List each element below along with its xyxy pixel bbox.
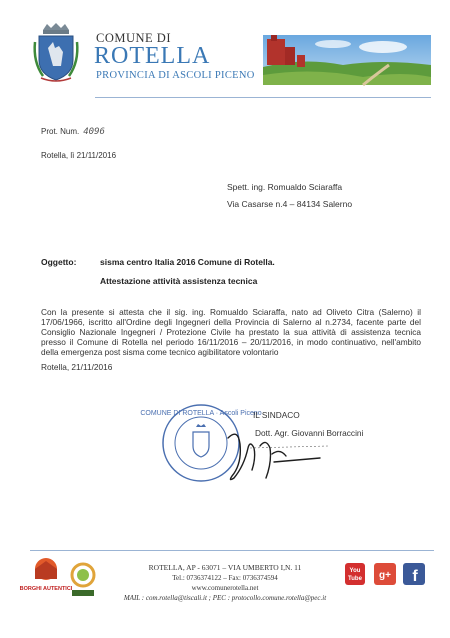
youtube-icon[interactable]	[345, 563, 365, 585]
svg-text:You: You	[349, 568, 361, 574]
svg-text:f: f	[412, 568, 418, 585]
recipient-name: Spett. ing. Romualdo Sciaraffa	[227, 182, 343, 192]
header-divider	[95, 97, 431, 98]
protocol-line	[41, 127, 105, 137]
protocol-number: 4096	[83, 127, 105, 137]
facebook-icon[interactable]	[403, 563, 425, 585]
recipient-address: Via Casarse n.4 – 84134 Salerno	[227, 199, 353, 209]
landscape-banner-image	[263, 35, 431, 85]
borghi-logo-text: BORGHI AUTENTICI	[19, 586, 73, 592]
provincia-label: PROVINCIA DI ASCOLI PICENO	[96, 70, 255, 81]
subject-line-2: Attestazione attività assistenza tecnica	[100, 276, 258, 286]
comune-di-label: COMUNE DI	[96, 31, 171, 45]
letter-date: Rotella, lì 21/11/2016	[41, 151, 117, 160]
sindaco-name: Dott. Agr. Giovanni Borraccini	[255, 428, 364, 438]
google-plus-icon[interactable]	[374, 563, 396, 585]
handwritten-signature	[210, 418, 330, 488]
footer-address: ROTELLA, AP - 63071 – VIA UMBERTO I,N. 11	[148, 563, 302, 572]
protocol-label: Prot. Num.	[41, 127, 80, 136]
footer-mail[interactable]: MAIL : com.rotella@tiscali.it ; PEC : protocollo.comune.rotella@pec.it	[123, 594, 327, 602]
footer-phones: Tel.: 0736374122 – Fax: 0736374594	[172, 574, 278, 582]
town-crest-icon	[33, 22, 79, 84]
svg-text:g+: g+	[379, 570, 391, 581]
subject-line-1: sisma centro Italia 2016 Comune di Rotella.	[100, 257, 275, 267]
town-name: ROTELLA	[94, 43, 211, 69]
footer-divider	[30, 550, 434, 551]
svg-text:Tube: Tube	[348, 576, 362, 582]
place-date: Rotella, 21/11/2016	[41, 362, 113, 372]
stamp-text: COMUNE DI ROTELLA · Ascoli Piceno	[140, 410, 262, 417]
sindaco-title: IL SINDACO	[253, 410, 300, 420]
letter-body: Con la presente si attesta che il sig. ing. Romualdo Sciaraffa, nato ad Oliveto Citra (Salerno) il 17/06/1966, iscritto all'Ordine degli Ingegneri della Provincia di Salerno al n.2734, facente parte del Consiglio Nazionale Ingegneri / Protezione Civile ha prestato la sua attività di assistenza tecnica presso il Comune di Rotella nel periodo 16/11/2016 – 20/11/2016, in modo continuativo, nell'ambito della emergenza post sisma come tecnico agibilitatore volontario	[41, 307, 421, 357]
subject-label: Oggetto:	[41, 257, 77, 267]
footer-website[interactable]: www.comunerotella.net	[191, 584, 259, 592]
